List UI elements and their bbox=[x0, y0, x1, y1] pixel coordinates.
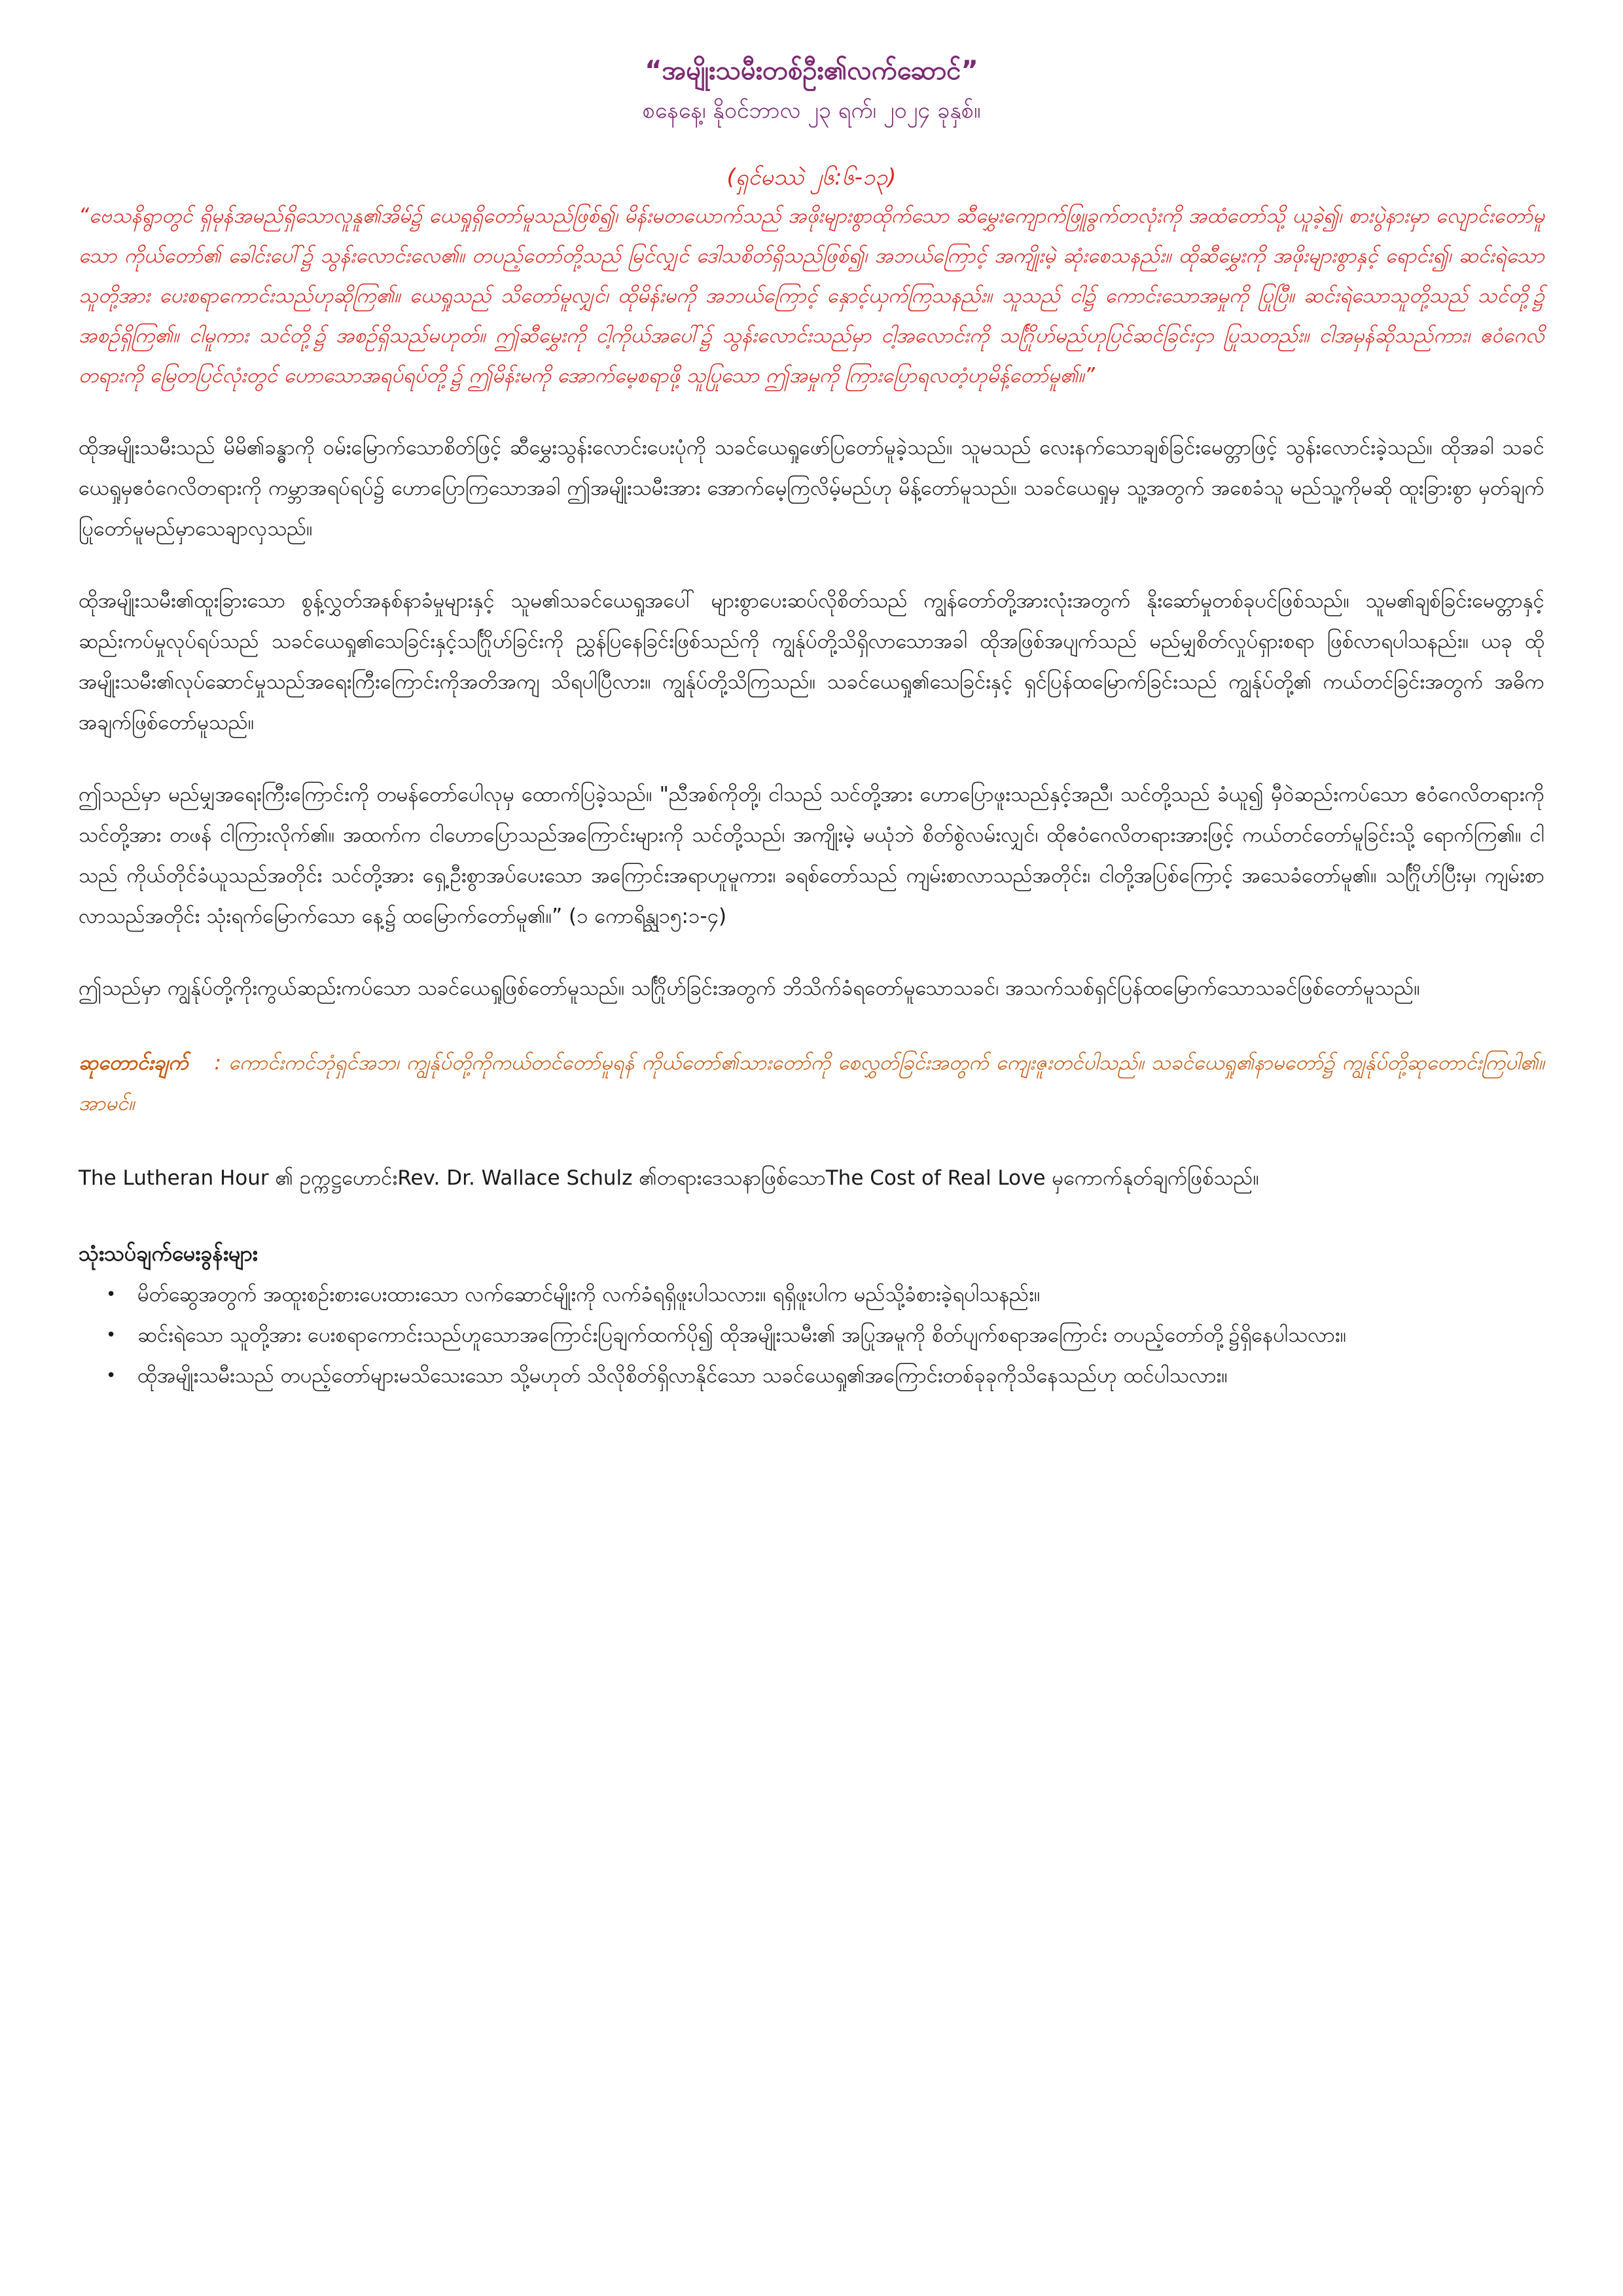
body-paragraph-2: ထိုအမျိုးသမီး၏ထူးခြားသော စွန့်လွှတ်အနစ်နာခံမှုများနှင့် သူမ၏သခင်ယေရှုအပေါ် များစွာပေးဆပ်လိုစိတ်သည် ကျွန်တော်တို့အားလုံးအတွက် နိုးဆော်မှုတစ်ခုပင်ဖြစ်သည်။ သူမ၏ချစ်ခြင်းမေတ္တာနှင့် ဆည်းကပ်မှုလုပ်ရပ်သည် သခင်ယေရှု၏သေခြင်းနှင့်သင်္ဂြိုဟ်ခြင်းကို ညွှန်ပြနေခြင်းဖြစ်သည်ကို ကျွန်ုပ်တို့သိရှိလာသောအခါ ထိုအဖြစ်အပျက်သည် မည်မျှစိတ်လှုပ်ရှားစရာ ဖြစ်လာရပါသနည်း။ ယခု ထိုအမျိုးသမီး၏လုပ်ဆောင်မှုသည်အရေးကြီးကြောင်းကိုအတိအကျ သိရပါပြီလား။ ကျွန်ုပ်တို့သိကြသည်။ သခင်ယေရှု၏သေခြင်းနှင့် ရှင်ပြန်ထမြောက်ခြင်းသည် ကျွန်ုပ်တို့၏ ကယ်တင်ခြင်းအတွက် အဓိကအချက်ဖြစ်တော်မူသည်။ bbox=[79, 589, 1544, 734]
body-paragraph-4: ဤသည်မှာ ကျွန်ုပ်တို့ကိုးကွယ်ဆည်းကပ်သော သခင်ယေရှုဖြစ်တော်မူသည်။ သင်္ဂြိုဟ်ခြင်းအတွက် ဘိသိက်ခံရတော်မူသောသခင်၊ အသက်သစ်ရှင်ပြန်ထမြောက်သောသခင်ဖြစ်တော်မူသည်။ bbox=[79, 977, 1420, 1000]
devotional-page bbox=[79, 52, 1544, 1396]
prayer-label: ဆုတောင်းချက် bbox=[79, 1051, 188, 1075]
body-paragraph-3: ဤသည်မှာ မည်မျှအရေးကြီးကြောင်းကို တမန်တော်ပေါလုမှ ထောက်ပြခဲ့သည်။ "ညီအစ်ကိုတို့၊ ငါသည် သင်တို့အား ဟောပြောဖူးသည်နှင့်အညီ၊ သင်တို့သည် ခံယူ၍ မှီဝဲဆည်းကပ်သော ဧဝံဂေလိတရားကို သင်တို့အား တဖန် ငါကြားလိုက်၏။ အထက်က ငါဟောပြောသည်အကြောင်းများကို သင်တို့သည်၊ အကျိုးမဲ့ မယုံဘဲ စိတ်စွဲလမ်းလျှင်၊ ထိုဧဝံဂေလိတရားအားဖြင့် ကယ်တင်တော်မူခြင်းသို့ ရောက်ကြ၏။ ငါသည် ကိုယ်တိုင်ခံယူသည်အတိုင်း သင်တို့အား ရှေ့ဦးစွာအပ်ပေးသော အကြောင်းအရာဟူမူကား၊ ခရစ်တော်သည် ကျမ်းစာလာသည်အတိုင်း၊ ငါတို့အပြစ်ကြောင့် အသေခံတော်မူ၏။ သင်္ဂြိုဟ်ပြီးမှ၊ ကျမ်းစာလာသည်အတိုင်း သုံးရက်မြောက်သော နေ့၌ ထမြောက်တော်မူ၏။” (၁ ကောရိန္သု၁၅:၁-၄) bbox=[79, 783, 1544, 928]
source-credit: The Lutheran Hour ၏ ဥက္ကဋ္ဌဟောင်းRev. Dr. Wallace Schulz ၏တရားဒေသနာဖြစ်သောThe Cost of Real Love မှကောက်နုတ်ချက်ဖြစ်သည်။ bbox=[79, 1166, 1259, 1190]
question-item bbox=[79, 1274, 1544, 1315]
question-item bbox=[79, 1355, 1544, 1396]
questions-list bbox=[79, 1274, 1544, 1396]
bullet-icon: • bbox=[106, 1366, 116, 1386]
questions-heading: သုံးသပ်ချက်မေးခွန်းများ bbox=[79, 1241, 258, 1266]
bullet-icon: • bbox=[106, 1325, 116, 1345]
body-paragraph-1: ထိုအမျိုးသမီးသည် မိမိ၏ခန္ဓာကို ဝမ်းမြောက်သောစိတ်ဖြင့် ဆီမွှေးသွန်းလောင်းပေးပုံကို သခင်ယေရှုဖော်ပြတော်မူခဲ့သည်။ သူမသည် လေးနက်သောချစ်ခြင်းမေတ္တာဖြင့် သွန်းလောင်းခဲ့သည်။ ထိုအခါ သခင်ယေရှုမှဧဝံဂေလိတရားကို ကမ္ဘာအရပ်ရပ်၌ ဟောပြောကြသောအခါ ဤအမျိုးသမီးအား အောက်မေ့ကြလိမ့်မည်ဟု မိန့်တော်မူသည်။ သခင်ယေရှုမှ သူ့အတွက် အစေခံသူ မည်သူ့ကိုမဆို ထူးခြားစွာ မှတ်ချက်ပြုတော်မူမည်မှာသေချာလှသည်။ bbox=[79, 436, 1544, 541]
question-item bbox=[79, 1315, 1544, 1355]
date-line: စနေနေ့၊ နိုဝင်ဘာလ ၂၃ ရက်၊ ၂၀၂၄ ခုနှစ်။ bbox=[642, 98, 981, 124]
scripture-reference: (ရှင်မဿဲ ၂၆:၆-၁၃) bbox=[726, 164, 897, 190]
page-title: “အမျိုးသမီးတစ်ဦး၏လက်ဆောင်” bbox=[645, 56, 978, 86]
prayer-text: : ကောင်းကင်ဘုံရှင်အဘ၊ ကျွန်ုပ်တို့ကိုကယ်တင်တော်မူရန် ကိုယ်တော်၏သားတော်ကို စေလွှတ်ခြင်းအတွက် ကျေးဇူးတင်ပါသည်။ သခင်ယေရှု၏နာမတော်၌ ကျွန်ုပ်တို့ဆုတောင်းကြပါ၏။ အာမင်။ bbox=[79, 1051, 1544, 1115]
question-text: ထိုအမျိုးသမီးသည် တပည့်တော်များမသိသေးသော သို့မဟုတ် သိလိုစိတ်ရှိလာနိုင်သော သခင်ယေရှု၏အကြောင်းတစ်ခုခုကိုသိနေသည်ဟု ထင်ပါသလား။ bbox=[137, 1364, 1228, 1388]
question-text: မိတ်ဆွေအတွက် အထူးစဉ်းစားပေးထားသော လက်ဆောင်မျိုးကို လက်ခံရရှိဖူးပါသလား။ ရရှိဖူးပါက မည်သို့ခံစားခဲ့ရပါသနည်း။ bbox=[137, 1283, 1041, 1306]
prayer-block bbox=[79, 1043, 1544, 1124]
bullet-icon: • bbox=[106, 1285, 116, 1304]
question-text: ဆင်းရဲသော သူတို့အား ပေးစရာကောင်းသည်ဟူသောအကြောင်းပြချက်ထက်ပို၍ ထိုအမျိုးသမီး၏ အပြုအမူကို စိတ်ပျက်စရာအကြောင်း တပည့်တော်တို့၌ရှိနေပါသလား။ bbox=[137, 1323, 1347, 1347]
scripture-text: “ဗေသနိရွာတွင် ရှိမုန်အမည်ရှိသောလူနူ၏အိမ်၌ ယေရှုရှိတော်မူသည်ဖြစ်၍၊ မိန်းမတယောက်သည် အဖိုးများစွာထိုက်သော ဆီမွှေးကျောက်ဖြူခွက်တလုံးကို အထံတော်သို့ ယူခဲ့၍၊ စားပွဲနားမှာ လျောင်းတော်မူသော ကိုယ်တော်၏ ခေါင်းပေါ်၌ သွန်းလောင်းလေ၏။ တပည့်တော်တို့သည် မြင်လျှင် ဒေါသစိတ်ရှိသည်ဖြစ်၍၊ အဘယ်ကြောင့် အကျိုးမဲ့ ဆုံးစေသနည်း။ ထိုဆီမွှေးကို အဖိုးများစွာနှင့် ရောင်း၍၊ ဆင်းရဲသော သူတို့အား ပေးစရာကောင်းသည်ဟုဆိုကြ၏။ ယေရှုသည် သိတော်မူလျှင်၊ ထိုမိန်းမကို အဘယ်ကြောင့် နှောင့်ယှက်ကြသနည်း။ သူသည် ငါ၌ ကောင်းသောအမှုကို ပြုပြီ။ ဆင်းရဲသောသူတို့သည် သင်တို့၌ အစဉ်ရှိကြ၏။ ငါမူကား သင်တို့၌ အစဉ်ရှိသည်မဟုတ်။ ဤဆီမွှေးကို ငါ့ကိုယ်အပေါ်၌ သွန်းလောင်းသည်မှာ ငါ့အလောင်းကို သင်္ဂြိုဟ်မည်ဟုပြင်ဆင်ခြင်းငှာ ပြုသတည်း။ ငါအမှန်ဆိုသည်ကား၊ ဧဝံဂေလိတရားကို မြေတပြင်လုံးတွင် ဟောသောအရပ်ရပ်တို့၌ ဤမိန်းမကို အောက်မေ့စရာဖို့ သူပြုသော ဤအမှုကို ကြားပြောရလတံ့ဟုမိန့်တော်မူ၏။” bbox=[79, 204, 1544, 387]
